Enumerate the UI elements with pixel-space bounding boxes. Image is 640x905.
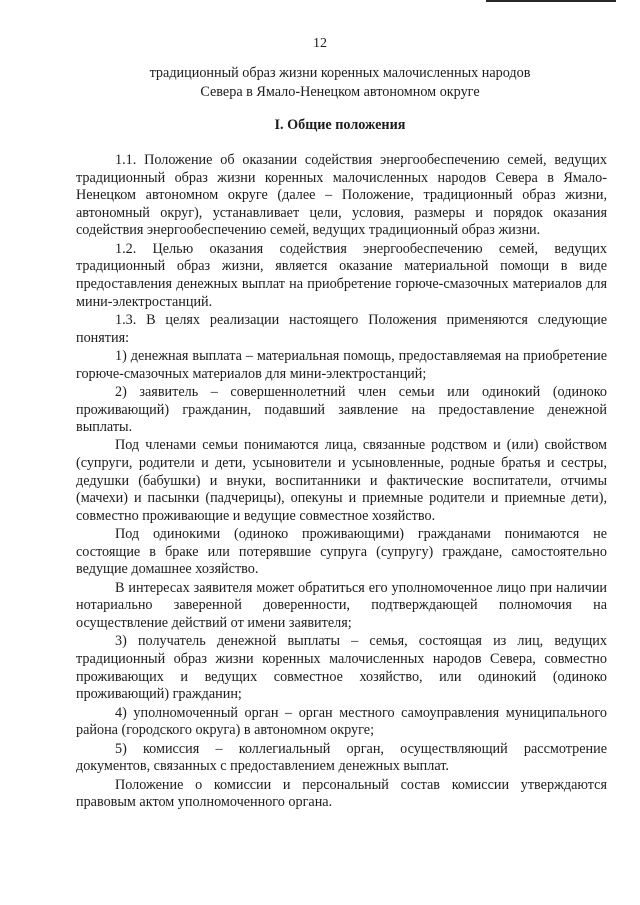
page-number: 12 xyxy=(313,36,327,51)
paragraph-1-1: 1.1. Положение об оказании содействия энергообеспечению семей, ведущих традиционный образ жизни коренных малочисленных народов Севера в Ямало-Ненецком автономном округе (далее – Положение, традиционный образ жизни, автономный округ), устанавливает цели, условия, размеры и порядок оказания содействия энергообеспечению семей, ведущих традиционный образ жизни. xyxy=(76,152,607,239)
header-line-2: Севера в Ямало-Ненецком автономном округе xyxy=(200,84,480,100)
definition-5: 5) комиссия – коллегиальный орган, осуществляющий рассмотрение документов, связанных с предоставлением денежных выплат. xyxy=(76,740,607,775)
single-citizens-paragraph: Под одинокими (одиноко проживающими) гражданами понимаются не состоящие в браке или потерявшие супруга (супругу) граждане, самостоятельно ведущие домашнее хозяйство. xyxy=(76,526,607,578)
header-line-1: традиционный образ жизни коренных малочисленных народов xyxy=(149,65,531,81)
commission-paragraph: Положение о комиссии и персональный состав комиссии утверждаются правовым актом уполномоченного органа. xyxy=(76,776,607,811)
section-title: I. Общие положения xyxy=(274,117,406,133)
family-members-paragraph: Под членами семьи понимаются лица, связанные родством и (или) свойством (супруги, родители и дети, усыновители и усыновленные, родные братья и сестры, дедушки (бабушки) и внуки, воспитанники и фактические воспитатели, отчимы (мачехи) и пасынки (падчерицы), опекуны и приемные родители и приемные дети), совместно проживающие и ведущие совместное хозяйство. xyxy=(76,437,607,524)
definition-4: 4) уполномоченный орган – орган местного самоуправления муниципального района (городского округа) в автономном округе; xyxy=(76,704,607,739)
definition-1: 1) денежная выплата – материальная помощь, предоставляемая на приобретение горюче-смазочных материалов для мини-электростанций; xyxy=(76,347,607,382)
paragraph-1-3: 1.3. В целях реализации настоящего Положения применяются следующие понятия: xyxy=(76,311,607,346)
scan-edge-mark xyxy=(486,0,616,2)
paragraph-1-2: 1.2. Целью оказания содействия энергообеспечению семей, ведущих традиционный образ жизни, является оказание материальной помощи в виде предоставления денежных выплат на приобретение горюче-смазочных материалов для мини-электростанций. xyxy=(76,240,607,310)
representative-paragraph: В интересах заявителя может обратиться его уполномоченное лицо при наличии нотариально заверенной доверенности, подтверждающей полномочия на осуществление действий от имени заявителя; xyxy=(76,579,607,632)
document-body xyxy=(76,152,607,813)
definition-3: 3) получатель денежной выплаты – семья, состоящая из лиц, ведущих традиционный образ жизни коренных малочисленных народов Севера, совместно проживающих и ведущих совместное хозяйство, или одинокий (одиноко проживающий) гражданин; xyxy=(76,633,607,703)
document-header xyxy=(80,64,600,102)
definition-2: 2) заявитель – совершеннолетний член семьи или одинокий (одиноко проживающий) гражданин, подавший заявление на предоставление денежной выплаты. xyxy=(76,383,607,436)
